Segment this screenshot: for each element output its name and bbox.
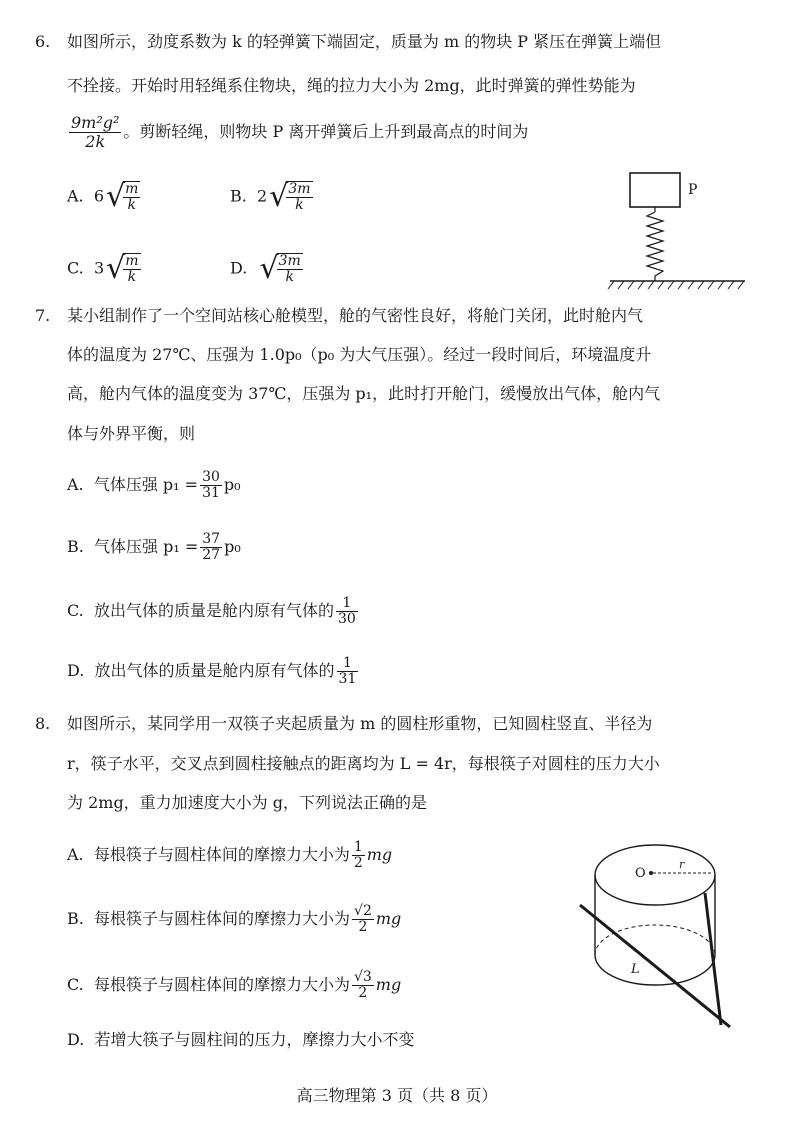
q6-line2: 不拴接。开始时用轻绳系住物块，绳的拉力大小为 2mg，此时弹簧的弹性势能为 [67, 76, 636, 95]
q7-option-c: C. 放出气体的质量是舱内原有气体的 $\frac{1}{30}$ [67, 595, 356, 627]
q6-option-a: A. 6√ $\frac{m}{k}$ [67, 179, 139, 214]
q6-option-c: C. 3√ $\frac{m}{k}$ [67, 251, 139, 286]
q7-option-a: A. 气体压强 p₁ = $\frac{30}{31}$ p₀ [67, 469, 241, 501]
cylinder-bottom-front [595, 955, 715, 985]
label-r: r [679, 858, 685, 871]
q6-number: 6. [35, 32, 51, 51]
q8-cylinder-figure [575, 835, 740, 1035]
q7-line1: 某小组制作了一个空间站核心舱模型，舱的气密性良好，将舱门关闭，此时舱内气 [67, 306, 644, 325]
cylinder-top [595, 845, 715, 905]
q8-number: 8. [35, 714, 51, 733]
block-p-label: P [688, 182, 698, 198]
q8-option-c: C. 每根筷子与圆柱体间的摩擦力大小为 $\frac{√3}{2}$ mg [67, 969, 402, 1001]
label-l: L [631, 962, 640, 977]
q8-option-b: B. 每根筷子与圆柱体间的摩擦力大小为 $\frac{√2}{2}$ mg [67, 903, 402, 935]
cylinder-bottom-back [595, 925, 715, 955]
chopstick-2 [705, 893, 721, 1025]
spring [647, 212, 663, 281]
q7-line2: 体的温度为 27℃、压强为 1.0p₀（p₀ 为大气压强）。经过一段时间后，环境温度升 [67, 345, 652, 364]
q7-line4: 体与外界平衡，则 [67, 424, 196, 443]
label-o: O [635, 866, 646, 881]
q6-spring-figure [590, 168, 750, 293]
q6-line3: $\frac{\text{9m²g²}}{2k}$ 。剪断轻绳，则物块 P 离开弹簧后上升到最高点的时间为 [71, 113, 529, 151]
q7-line3: 高，舱内气体的温度变为 37℃，压强为 p₁，此时打开舱门，缓慢放出气体，舱内气 [67, 384, 661, 403]
q8-line1: 如图所示，某同学用一双筷子夹起质量为 m 的圆柱形重物，已知圆柱竖直、半径为 [67, 714, 653, 733]
block-p [630, 173, 680, 207]
page-footer: 高三物理第 3 页（共 8 页） [296, 1086, 498, 1105]
q7-number: 7. [35, 306, 51, 325]
center-o [649, 871, 653, 875]
q8-option-d: D. 若增大筷子与圆柱间的压力，摩擦力大小不变 [67, 1030, 415, 1049]
q6-line1: 如图所示，劲度系数为 k 的轻弹簧下端固定，质量为 m 的物块 P 紧压在弹簧上端但 [67, 32, 662, 51]
q7-option-b: B. 气体压强 p₁ = $\frac{37}{27}$ p₀ [67, 531, 241, 563]
q6-energy-fraction: $\frac{\text{9m²g²}}{2k}$ [71, 113, 120, 151]
q7-option-d: D. 放出气体的质量是舱内原有气体的 $\frac{1}{31}$ [67, 655, 357, 687]
q8-line2: r，筷子水平，交叉点到圆柱接触点的距离均为 L = 4r，每根筷子对圆柱的压力大小 [67, 754, 660, 773]
q6-option-b: B. 2√ $\frac{3m}{k}$ [230, 179, 311, 214]
q6-option-d: D. √ $\frac{3m}{k}$ [230, 251, 301, 286]
q8-option-a: A. 每根筷子与圆柱体间的摩擦力大小为 $\frac{1}{2}$ mg [67, 839, 393, 871]
q8-line3: 为 2mg，重力加速度大小为 g，下列说法正确的是 [67, 793, 428, 812]
